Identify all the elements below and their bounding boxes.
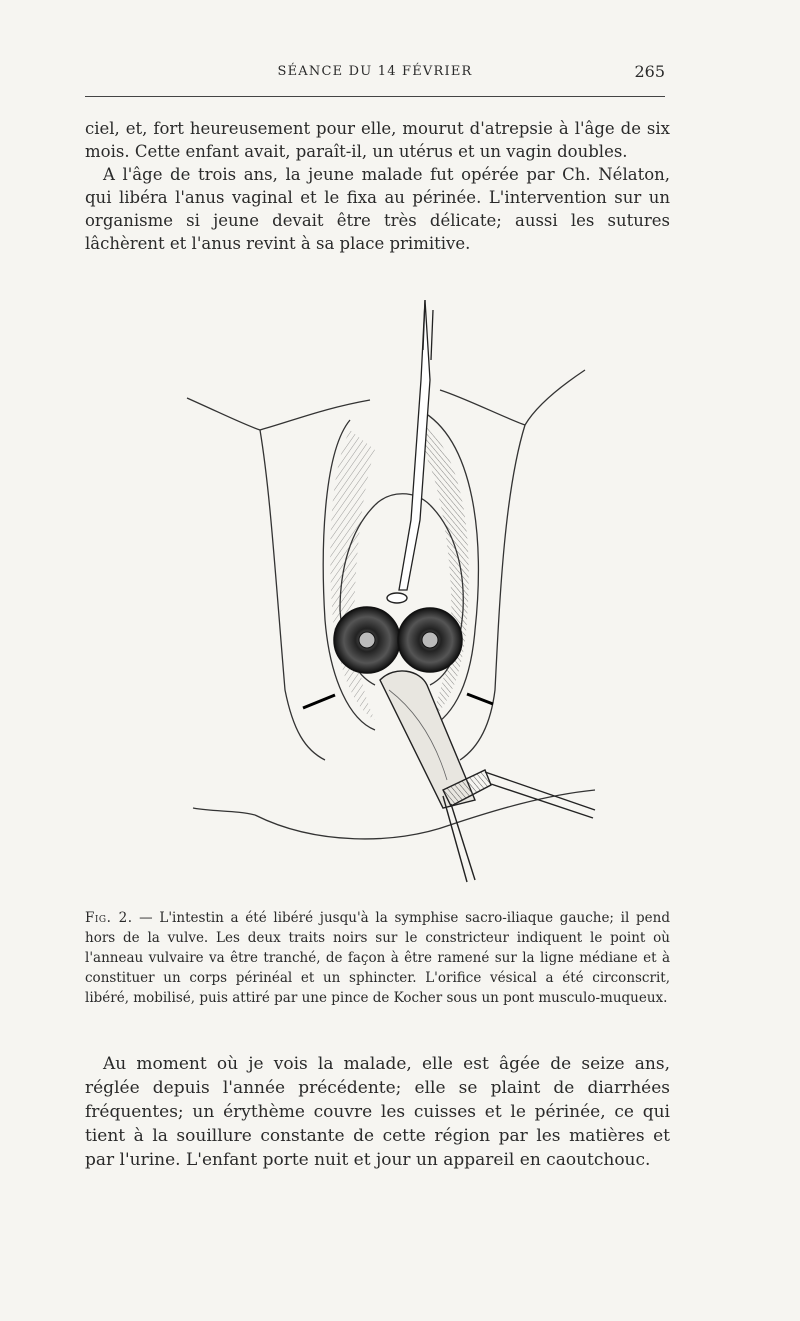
body-paragraph-1 <box>85 117 670 255</box>
page-number: 265 <box>634 62 665 81</box>
paragraph-surgery-history: A l'âge de trois ans, la jeune malade fut opérée par Ch. Nélaton, qui libéra l'anus vaginal et le fixa au périnée. L'intervention sur un organisme si jeune devait être très délicate; aussi les sutures lâchèrent et l'anus revint à sa place primitive. <box>85 165 670 253</box>
running-head <box>85 62 665 84</box>
running-title: SÉANCE DU 14 FÉVRIER <box>277 64 473 79</box>
header-rule <box>85 96 665 97</box>
figure-caption-text: — L'intestin a été libéré jusqu'à la symphise sacro-iliaque gauche; il pend hors de la vulve. Les deux traits noirs sur le constricteur indiquent le point où l'anneau vulvaire va être tranché, de façon à être ramené sur la ligne médiane et à constituer un corps périnéal et un sphincter. L'orifice vésical a été circonscrit, libéré, mobilisé, puis attiré par une pince de Kocher sous un pont musculo-muqueux. <box>85 910 670 1006</box>
figure-label: Fig. 2. <box>85 910 133 926</box>
paragraph-continuation: ciel, et, fort heureusement pour elle, mourut d'atrepsie à l'âge de six mois. Cette enfant avait, paraît-il, un utérus et un vagin doubles. <box>85 119 670 161</box>
figure-caption <box>85 908 670 1008</box>
surgical-illustration <box>175 290 605 900</box>
body-paragraph-2: Au moment où je vois la malade, elle est âgée de seize ans, réglée depuis l'année précédente; elle se plaint de diarrhées fréquentes; un érythème couvre les cuisses et le périnée, ce qui tient à la souillure constante de cette région par les matières et par l'urine. L'enfant porte nuit et jour un appareil en caoutchouc. <box>85 1054 670 1170</box>
